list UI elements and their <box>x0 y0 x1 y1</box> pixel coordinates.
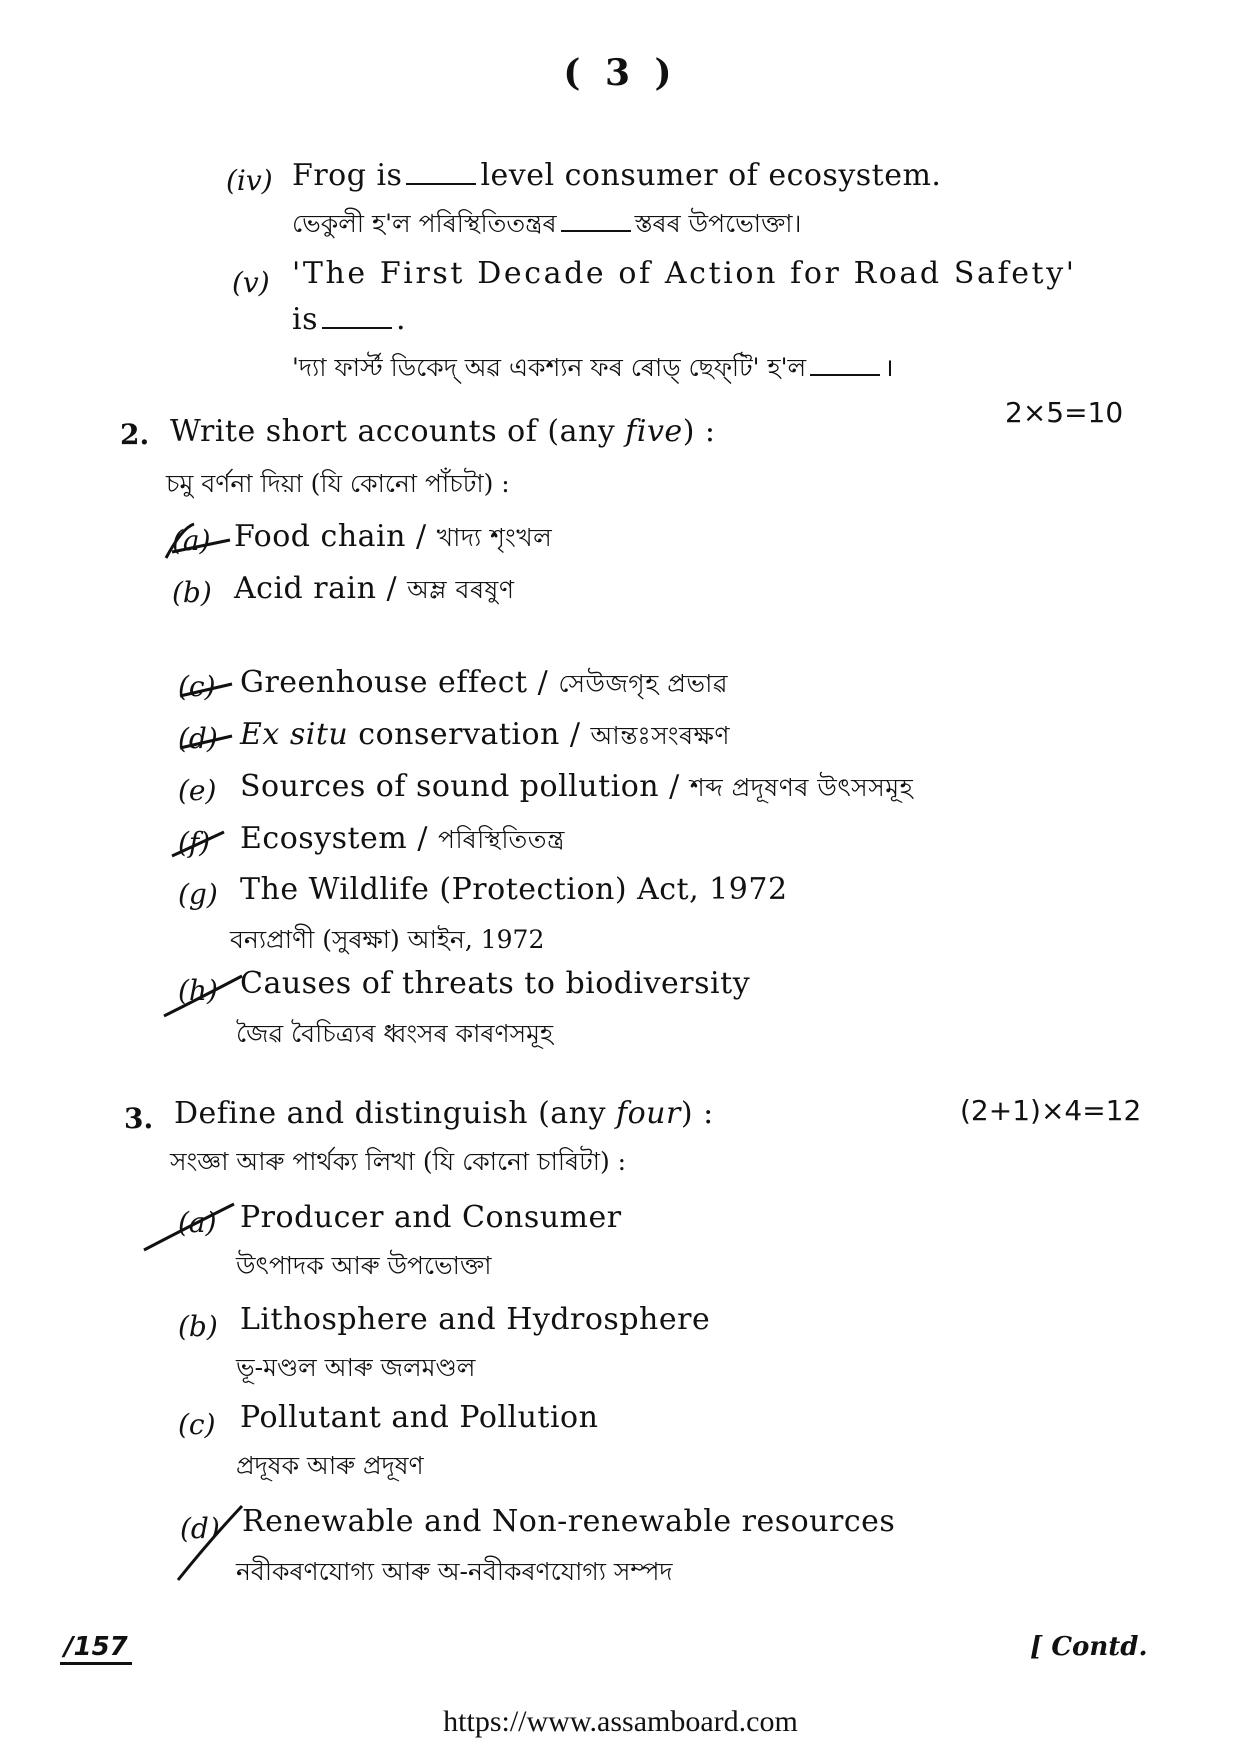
separator: / <box>417 821 428 856</box>
q2-item-bn: অম্ল বৰষুণ <box>407 575 515 604</box>
pen-tick-mark <box>170 1500 250 1590</box>
q2-heading-italic: five <box>625 414 683 449</box>
q3-item-label: (b) <box>178 1310 218 1343</box>
fill-blank <box>561 230 631 232</box>
q2-item-en-italic: Ex situ <box>240 717 349 752</box>
q1-v-bn-after: । <box>884 353 894 382</box>
q1-v-label: (v) <box>232 266 270 299</box>
fill-blank <box>406 183 476 185</box>
q2-item-label: (a) <box>172 524 211 557</box>
q3-marks: (2+1)×4=12 <box>960 1094 1142 1127</box>
q2-item <box>240 820 565 863</box>
q2-item-label: (d) <box>178 722 218 755</box>
q2-item-en: Sources of sound pollution <box>240 769 660 804</box>
source-url[interactable]: https://www.assamboard.com <box>443 1705 798 1738</box>
q3-heading-bn: সংজ্ঞা আৰু পাৰ্থক্য লিখা (যি কোনো চাৰিটা) : <box>170 1147 627 1176</box>
q3-heading <box>174 1096 714 1131</box>
q2-heading <box>170 414 716 449</box>
q2-item-bn: খাদ্য শৃংখল <box>436 523 553 552</box>
q2-item-en: conservation <box>358 717 560 752</box>
q2-item-bn: বন্যপ্ৰাণী (সুৰক্ষা) আইন, 1972 <box>230 925 545 954</box>
q3-item-label: (d) <box>180 1512 220 1545</box>
q3-item-label: (c) <box>178 1408 216 1441</box>
q1-v-en-is: is <box>292 302 318 337</box>
q2-number: 2. <box>120 418 150 451</box>
q2-marks: 2×5=10 <box>1005 396 1124 429</box>
q2-item-en: Ecosystem <box>240 821 408 856</box>
fill-blank <box>810 374 880 376</box>
q2-item-label: (f) <box>178 826 211 859</box>
q2-item-en: The Wildlife (Protection) Act, 1972 <box>240 872 788 907</box>
q3-item-bn: নবীকৰণযোগ্য আৰু অ-নবীকৰণযোগ্য সম্পদ <box>236 1557 673 1586</box>
pen-tick-mark <box>140 1196 240 1256</box>
q3-item-en: Lithosphere and Hydrosphere <box>240 1302 711 1337</box>
separator: / <box>416 519 427 554</box>
page-number: ( 3 ) <box>563 52 678 94</box>
pen-tick-mark <box>160 518 240 568</box>
pen-tick-mark <box>172 666 242 706</box>
q3-number: 3. <box>124 1102 154 1135</box>
q3-item-bn: প্ৰদূষক আৰু প্ৰদূষণ <box>236 1451 424 1480</box>
q1-v-bn <box>292 348 894 391</box>
separator: / <box>386 571 398 606</box>
q2-item-label: (e) <box>178 774 217 807</box>
q1-iv-en-before: Frog is <box>292 158 403 193</box>
q1-iv-label: (iv) <box>226 164 273 197</box>
q2-item-label: (b) <box>172 576 212 609</box>
q2-item <box>234 570 514 613</box>
q1-iv-bn <box>292 204 802 247</box>
separator: / <box>537 665 549 700</box>
q3-item-en: Renewable and Non-renewable resources <box>242 1504 896 1539</box>
q1-v-en-line2 <box>292 302 406 337</box>
q2-item <box>240 716 730 759</box>
pen-tick-mark <box>172 718 242 758</box>
q1-v-en-line1: 'The First Decade of Action for Road Safety' <box>292 256 1077 291</box>
q2-item <box>240 664 728 707</box>
q3-heading-before: Define and distinguish (any <box>174 1096 606 1131</box>
separator: / <box>569 717 581 752</box>
q3-heading-after: ) : <box>680 1096 714 1131</box>
q2-item <box>234 518 552 561</box>
q3-heading-italic: four <box>616 1096 681 1131</box>
q2-item-bn: শব্দ প্ৰদূষণৰ উৎসসমূহ <box>689 773 914 802</box>
q2-item <box>240 768 913 811</box>
q3-item-en: Producer and Consumer <box>240 1200 622 1235</box>
q3-item-label: (a) <box>178 1206 217 1239</box>
q2-heading-bn: চমু বৰ্ণনা দিয়া (যি কোনো পাঁচটা) : <box>166 469 510 498</box>
q1-iv-en-after: level consumer of ecosystem. <box>480 158 942 193</box>
q2-item-en: Greenhouse effect <box>240 665 528 700</box>
q1-iv-bn-before: ভেকুলী হ'ল পৰিস্থিতিতন্ত্ৰৰ <box>292 209 557 238</box>
q2-item-en: Food chain <box>234 519 406 554</box>
q2-item-en: Acid rain <box>234 571 377 606</box>
q1-v-bn-before: 'দ্যা ফাৰ্স্ট ডিকেদ্ অৱ একশ্যন ফৰ ৰোড্ ছেফ্‌টি' হ'ল <box>292 353 807 382</box>
q2-item-label: (g) <box>178 878 218 911</box>
q3-item-bn: ভূ-মণ্ডল আৰু জলমণ্ডল <box>236 1353 476 1382</box>
q2-item-en: Causes of threats to biodiversity <box>240 966 751 1001</box>
contd-marker: [ Contd. <box>1030 1632 1148 1662</box>
q3-item-en: Pollutant and Pollution <box>240 1400 599 1435</box>
q2-item-bn: আন্তঃসংৰক্ষণ <box>590 721 730 750</box>
q2-item-label: (c) <box>178 670 216 703</box>
q2-heading-after: ) : <box>682 414 716 449</box>
q3-item-bn: উৎপাদক আৰু উপভোক্তা <box>236 1251 492 1280</box>
paper-code: /157 <box>60 1632 132 1665</box>
q2-item-bn: পৰিস্থিতিতন্ত্ৰ <box>437 825 565 854</box>
q1-iv-text <box>292 158 941 193</box>
pen-tick-mark <box>160 962 250 1022</box>
q1-v-en-period: . <box>396 302 407 337</box>
q2-item-bn: সেউজগৃহ প্ৰভাৱ <box>558 669 728 698</box>
fill-blank <box>322 327 392 329</box>
q2-heading-before: Write short accounts of (any <box>170 414 616 449</box>
q2-item-label: (h) <box>178 974 218 1007</box>
q2-item-bn: জৈৱ বৈচিত্ৰ্যৰ ধ্বংসৰ কাৰণসমূহ <box>236 1019 554 1048</box>
pen-tick-mark <box>166 818 236 862</box>
separator: / <box>669 769 680 804</box>
q1-iv-bn-after: স্তৰৰ উপভোক্তা। <box>634 209 802 238</box>
